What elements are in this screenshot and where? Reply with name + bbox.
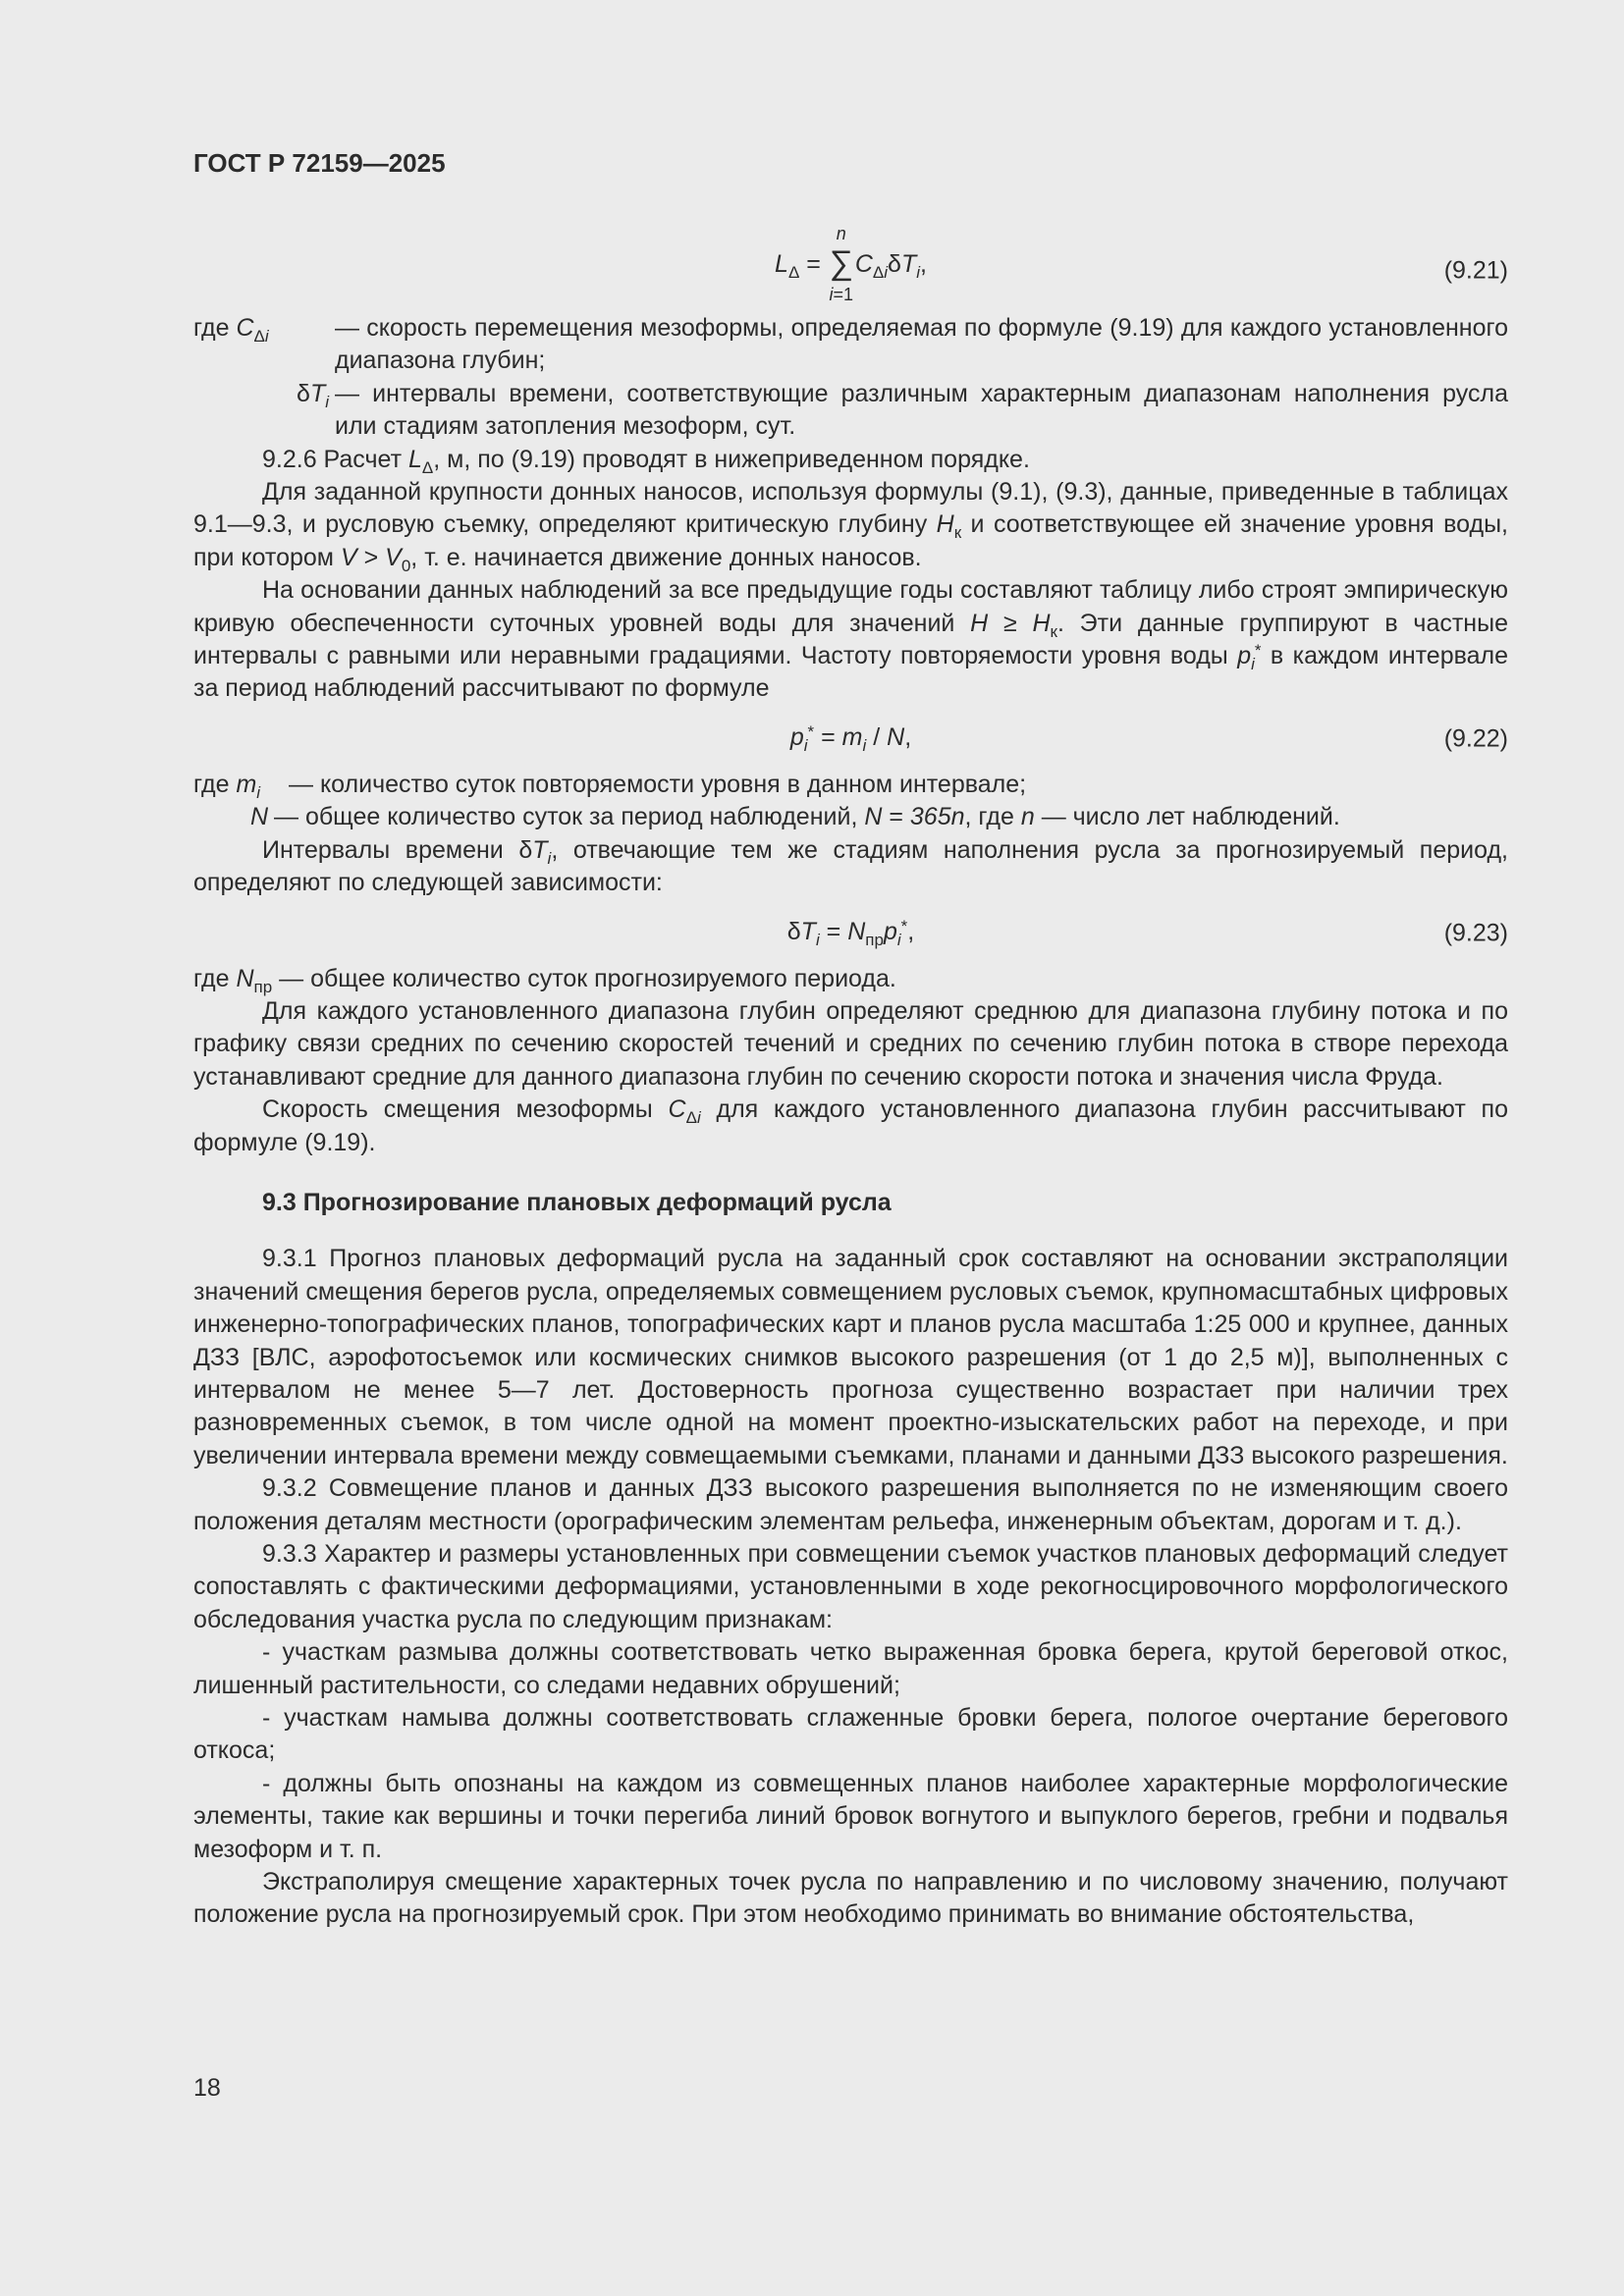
text: , т. е. начинается движение донных наносов. bbox=[410, 543, 922, 571]
text: Для заданной крупности донных наносов, используя формулы (9.1), (9.3), данные, приведенные в таблицах 9.1—9.3, и русловую съемку, определяют критическую глубину bbox=[193, 478, 1508, 539]
definition-label: $\delta T_i$ bbox=[297, 379, 329, 411]
text: — число лет наблюдений. bbox=[1034, 803, 1340, 831]
definition-text: — интервалы времени, соответствующие различным характерным диапазонам наполнения русла или стадиям затопления мезоформ, сут. bbox=[335, 379, 1508, 441]
document-header: ГОСТ Р 72159—2025 bbox=[193, 148, 446, 178]
equation-9-21 bbox=[193, 214, 1508, 312]
equation-9-22 bbox=[193, 710, 1508, 769]
equation-9-23-body: $\delta T_i = N_{пр}p_i^*$, bbox=[786, 916, 915, 949]
equation-9-22-number: (9.22) bbox=[1443, 724, 1508, 753]
text: , м, по (9.19) проводят в нижеприведенном порядке. bbox=[433, 445, 1030, 473]
text: , где bbox=[964, 803, 1021, 831]
equation-9-23 bbox=[193, 904, 1508, 963]
list-item: - должны быть опознаны на каждом из совмещенных планов наиболее характерные морфологические элементы, такие как вершины и точки перегиба линий бровок вогнутого и выпуклого берегов, гребни и подвалья мезоформ и т. п. bbox=[193, 1769, 1508, 1863]
text: Интервалы времени bbox=[262, 835, 519, 864]
text: 9.2.6 Расчет bbox=[262, 445, 409, 473]
definition-text: — общее количество суток за период наблюдений, bbox=[274, 803, 865, 831]
paragraph-extrapolation: Экстраполируя смещение характерных точек русла по направлению и по числовому значению, получают положение русла на прогнозируемый срок. При этом необходимо принимать во внимание обстоятельства, bbox=[193, 1868, 1508, 1929]
definition-label: где $C_{\Delta i}$ bbox=[193, 314, 269, 346]
text: На основании данных наблюдений за все предыдущие годы составляют таблицу либо строят эмпирическую кривую обеспеченности суточных уровней воды для значений bbox=[193, 576, 1508, 637]
definition-text: — количество суток повторяемости уровня в данном интервале; bbox=[289, 770, 1027, 798]
paragraph-observations: На основании данных наблюдений за все предыдущие годы составляют таблицу либо строят эмпирическую кривую обеспеченности суточных уровней воды для значений $H \ge H_к$. Эти данные группируют в частные интервалы с равными или неравными градациями. Частоту повторяемости уровня воды $p_i^*$ в каждом интервале за период наблюдений рассчитывают по формуле bbox=[193, 576, 1508, 703]
paragraph-9-3-1: 9.3.1 Прогноз плановых деформаций русла на заданный срок составляют на основании экстраполяции значений смещения берегов русла, определяемых совмещением русловых съемок, крупномасштабных цифровых инженерно-топографических планов, топографических карт и планов русла масштаба 1:25 000 и крупнее, данных ДЗЗ [ВЛС, аэрофотосъемок или космических снимков высокого разрешения (от 1 до 2,5 м)], выполненных с интервалом не менее 5—7 лет. Достоверность прогноза существенно возрастает при наличии трех разновременных съемок, в том числе одной на момент проектно-изыскательских работ на переходе, и при увеличении интервала времени между совмещаемыми съемками, планами и данными ДЗЗ высокого разрешения. bbox=[193, 1245, 1508, 1469]
paragraph-9-2-6: 9.2.6 Расчет $L_\Delta$, м, по (9.19) проводят в нижеприведенном порядке. bbox=[262, 445, 1030, 477]
definition-m-i bbox=[193, 769, 1508, 801]
definition-text: — общее количество суток прогнозируемого периода. bbox=[279, 964, 896, 992]
paragraph-time-intervals: Интервалы времени $\delta T_i$, отвечающие тем же стадиям наполнения русла за прогнозируемый период, определяют по следующей зависимости: bbox=[193, 835, 1508, 897]
equation-9-23-number: (9.23) bbox=[1443, 918, 1508, 946]
equation-9-21-number: (9.21) bbox=[1443, 256, 1508, 285]
text: Скорость смещения мезоформы bbox=[262, 1095, 669, 1124]
paragraph-depth-range: Для каждого установленного диапазона глубин определяют среднюю для диапазона глубину потока и по графику связи средних по сечению скоростей течений и средних по сечению глубин потока в створе перехода устанавливают средние для данного диапазона глубин по сечению скорости потока и значения числа Фруда. bbox=[193, 996, 1508, 1091]
equation-9-21-body: $L_\Delta$ = n ∑ i=1 $C_{\Delta i}\delta T_i$, bbox=[775, 224, 927, 304]
page-number: 18 bbox=[193, 2074, 221, 2102]
text: . Эти данные группируют в частные интервалы с равными или неравными градациями. Частоту повторяемости уровня воды bbox=[193, 609, 1508, 670]
text: , отвечающие тем же стадиям наполнения русла за прогнозируемый период, определяют по следующей зависимости: bbox=[193, 835, 1508, 897]
definition-label: N bbox=[249, 803, 268, 831]
section-heading-9-3: 9.3 Прогнозирование плановых деформаций русла bbox=[262, 1188, 892, 1216]
text: для каждого установленного диапазона глубин рассчитывают по формуле (9.19). bbox=[193, 1095, 1508, 1156]
list-item: - участкам размыва должны соответствовать четко выраженная бровка берега, крутой береговой откос, лишенный растительности, со следами недавних обрушений; bbox=[193, 1638, 1508, 1699]
equation-9-22-body: $p_i^* = m_i / N$, bbox=[789, 721, 912, 755]
paragraph-9-3-2: 9.3.2 Совмещение планов и данных ДЗЗ высокого разрешения выполняется по не изменяющим своего положения деталям местности (орографическим элементам рельефа, инженерным объектам, дорогам и т. д.). bbox=[193, 1474, 1508, 1535]
definition-n-pr: где $N_{пр}$ — общее количество суток прогнозируемого периода. bbox=[193, 964, 896, 996]
definition-c-delta-i bbox=[193, 312, 1508, 378]
definition-text: — скорость перемещения мезоформы, определяемая по формуле (9.19) для каждого установленного диапазона глубин; bbox=[335, 314, 1508, 375]
page-content bbox=[193, 147, 1508, 1932]
text: в каждом интервале за период наблюдений рассчитывают по формуле bbox=[193, 642, 1508, 703]
paragraph-mesoform-speed: Скорость смещения мезоформы $C_{\Delta i}$ для каждого установленного диапазона глубин рассчитывают по формуле (9.19). bbox=[193, 1095, 1508, 1156]
list-item: - участкам намыва должны соответствовать сглаженные бровки берега, пологое очертание берегового откоса; bbox=[193, 1704, 1508, 1765]
definition-label: где $m_i$ bbox=[193, 770, 261, 802]
paragraph-9-3-3: 9.3.3 Характер и размеры установленных при совмещении съемок участков плановых деформаций следует сопоставлять с фактическими деформациями, установленными в ходе рекогносцировочного морфологического обследования участка русла по следующим признакам: bbox=[193, 1540, 1508, 1633]
paragraph-critical-depth: Для заданной крупности донных наносов, используя формулы (9.1), (9.3), данные, приведенные в таблицах 9.1—9.3, и русловую съемку, определяют критическую глубину $H_к$ и соответствующее ей значение уровня воды, при котором $V > V_0$, т. е. начинается движение донных наносов. bbox=[193, 478, 1509, 575]
text: и соответствующее ей значение уровня воды, при котором bbox=[193, 510, 1509, 571]
definition-n: N — общее количество суток за период наблюдений, N = 365n, где n — число лет наблюдений. bbox=[193, 801, 1508, 833]
definition-delta-t-i bbox=[193, 378, 1508, 444]
